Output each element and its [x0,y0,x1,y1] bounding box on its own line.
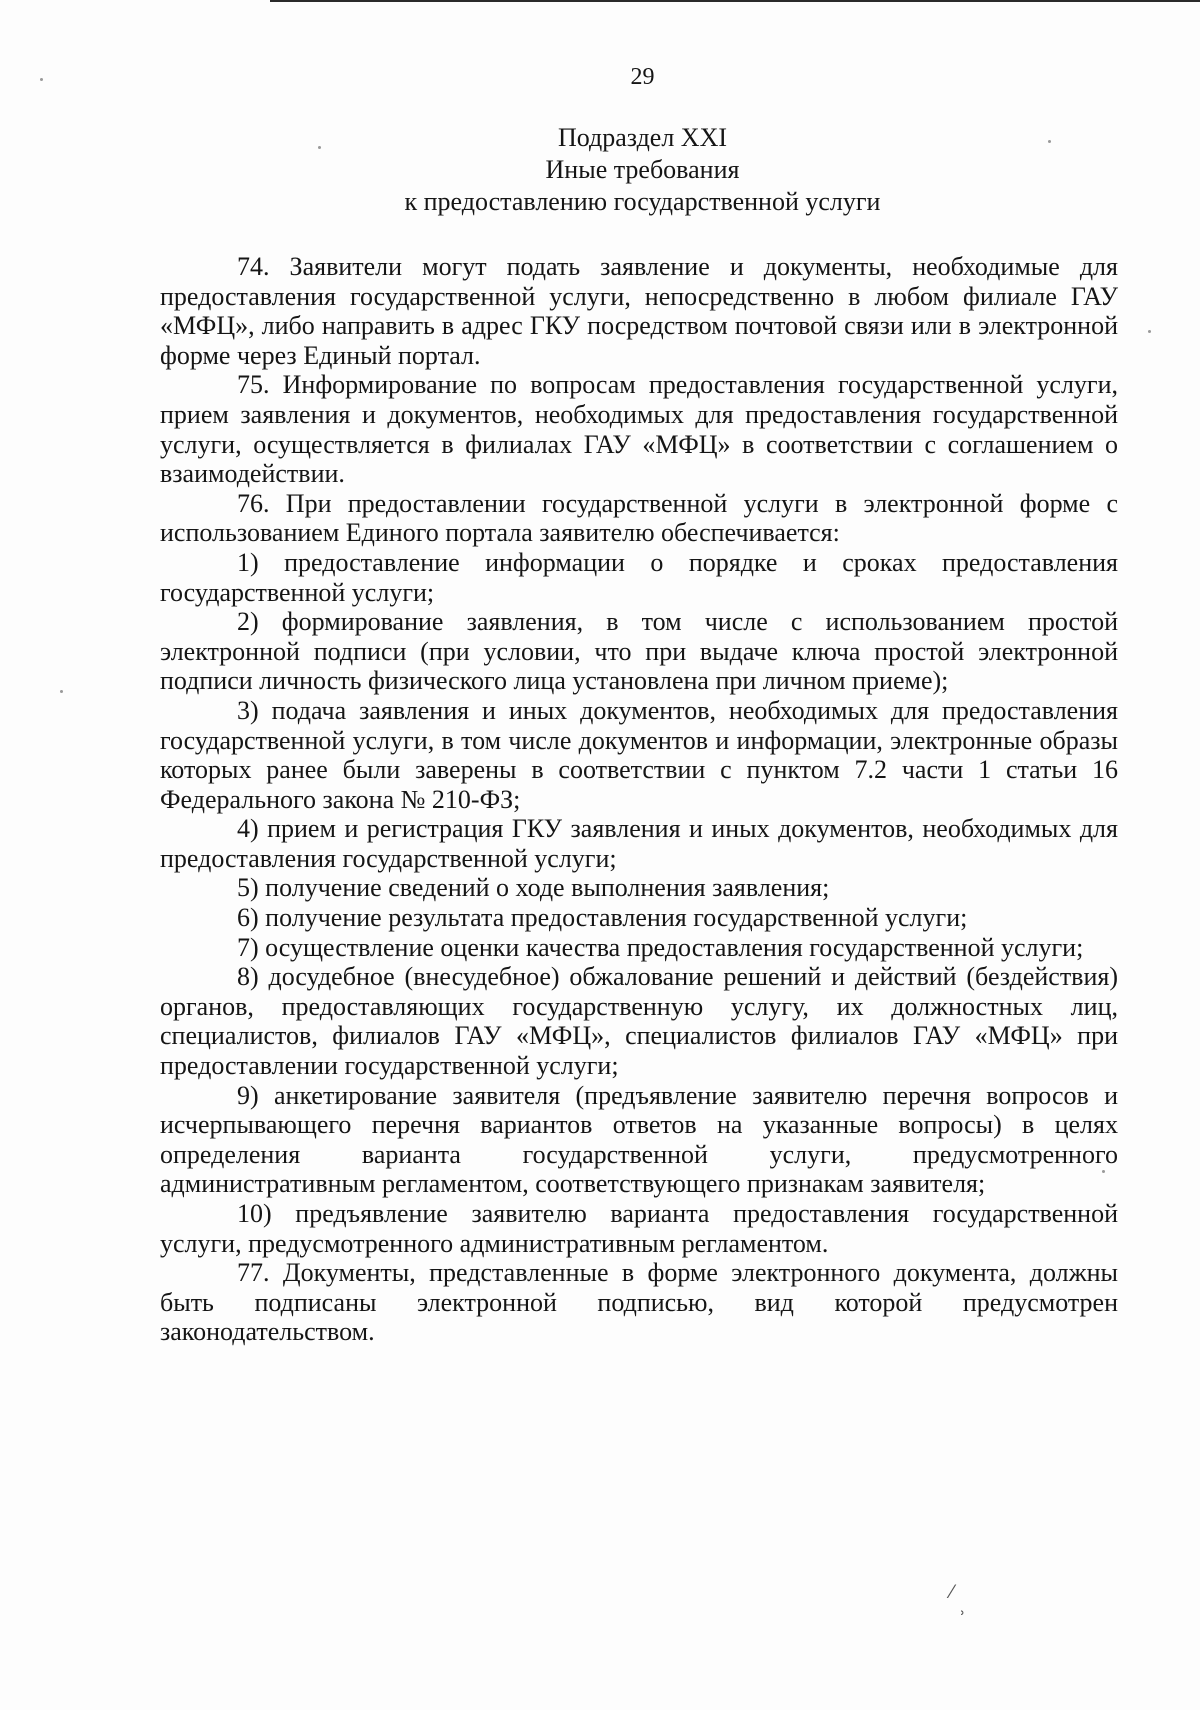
scan-speck [1148,330,1151,333]
list-item-8: 8) досудебное (внесудебное) обжалование решений и действий (бездействия) органов, предоставляющих государственную услугу, их должностных лиц, специалистов, филиалов ГАУ «МФЦ», специалистов филиалов ГАУ «МФЦ» при предоставлении государственной услуги; [160,962,1118,1081]
list-item-7: 7) осуществление оценки качества предоставления государственной услуги; [237,932,1084,962]
list-item-6: 6) получение результата предоставления государственной услуги; [237,903,968,933]
list-item-2: 2) формирование заявления, в том числе с использованием простой электронной подписи (при условии, что при выдаче ключа простой электронной подписи личность физического лица установлена при личном приеме); [160,607,1118,696]
scan-speck [1048,140,1051,143]
heading-subtitle: к предоставлению государственной услуги [404,187,881,216]
scan-mark: ⁄ [950,1582,954,1603]
list-item-9: 9) анкетирование заявителя (предъявление заявителю перечня вопросов и исчерпывающего перечня вариантов ответов на указанные вопросы) в целях определения варианта государственной услуги, предусмотренного административным регламентом, соответствующего признакам заявителя; [160,1080,1118,1199]
paragraph-76: 76. При предоставлении государственной услуги в электронной форме с использованием Единого портала заявителю обеспечивается: [160,488,1118,548]
scan-speck [318,146,321,149]
scan-mark: ʾ [960,1608,966,1629]
section-heading [0,122,1200,218]
scan-speck [1102,1170,1105,1173]
list-item-5: 5) получение сведений о ходе выполнения заявления; [237,873,830,903]
scan-speck [40,78,43,81]
paragraph-77: 77. Документы, представленные в форме электронного документа, должны быть подписаны электронной подписью, вид которой предусмотрен законодательством. [160,1258,1118,1347]
paragraph-75: 75. Информирование по вопросам предоставления государственной услуги, прием заявления и документов, необходимых для предоставления государственной услуги, осуществляется в филиалах ГАУ «МФЦ» в соответствии с соглашением о взаимодействии. [160,370,1118,489]
page-number: 29 [630,64,655,90]
paragraph-74: 74. Заявители могут подать заявление и документы, необходимые для предоставления государственной услуги, непосредственно в любом филиале ГАУ «МФЦ», либо направить в адрес ГКУ посредством почтовой связи или в электронной форме через Единый портал. [160,252,1118,370]
list-item-10: 10) предъявление заявителю варианта предоставления государственной услуги, предусмотренного административным регламентом. [160,1199,1118,1258]
list-item-1: 1) предоставление информации о порядке и сроках предоставления государственной услуги; [160,547,1118,607]
scan-speck [60,690,63,693]
heading-title: Иные требования [545,155,740,184]
document-body [160,252,1118,1347]
heading-subsection: Подраздел XXI [557,123,728,152]
scan-edge-line [270,0,1200,2]
list-item-4: 4) прием и регистрация ГКУ заявления и иных документов, необходимых для предоставления государственной услуги; [160,814,1118,873]
list-item-3: 3) подача заявления и иных документов, необходимых для предоставления государственной услуги, в том числе документов и информации, электронные образы которых ранее были заверены в соответствии с пунктом 7.2 части 1 статьи 16 Федерального закона № 210-ФЗ; [160,695,1118,814]
